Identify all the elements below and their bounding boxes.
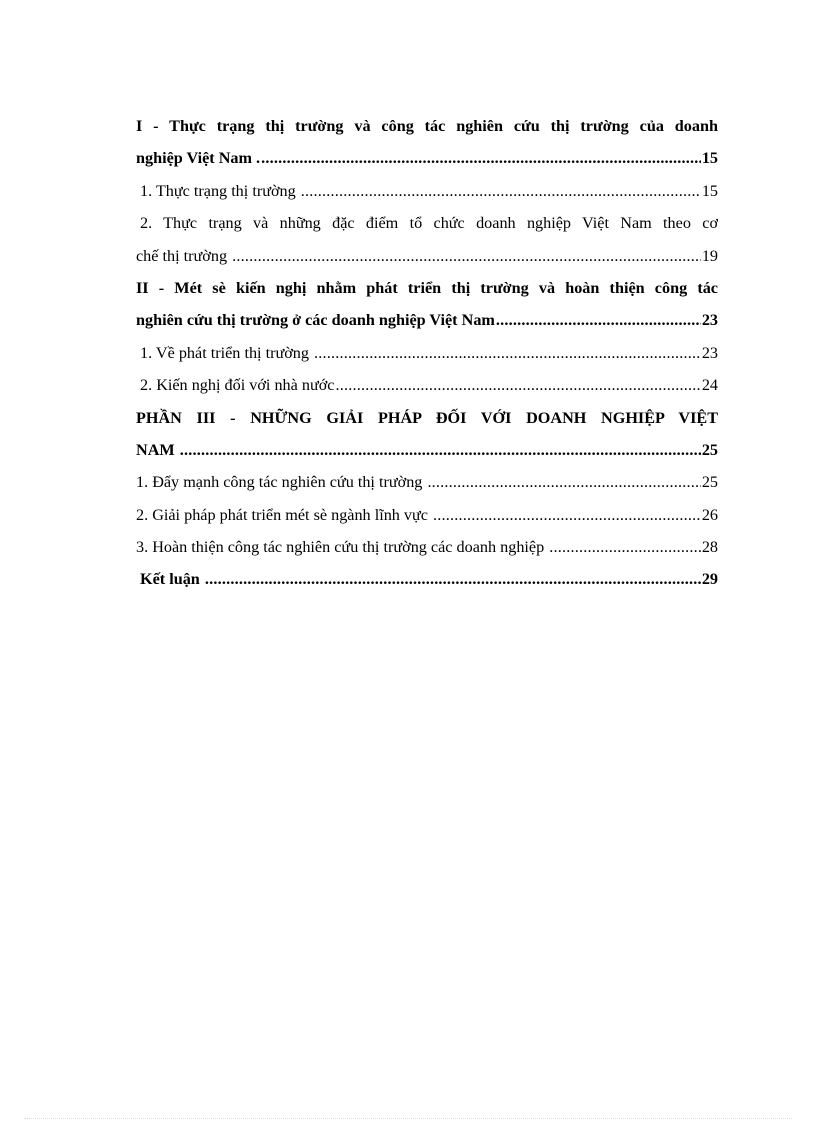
toc-entry-1-1	[136, 175, 718, 207]
dot-leader	[433, 499, 701, 531]
dot-leader	[549, 531, 701, 563]
toc-entry-section-2-line1	[136, 272, 718, 304]
toc-entry-2-1	[136, 337, 718, 369]
toc-entry-text: NAM	[136, 440, 179, 459]
toc-page-number: 15	[701, 149, 718, 168]
toc-entry-text: nghiên cứu thị trường ở các doanh nghiệp Việt Nam	[136, 311, 495, 330]
toc-page-number: 15	[701, 181, 718, 200]
toc-entry-text: 1. Thực trạng thị trường	[140, 181, 300, 200]
toc-page-number: 29	[701, 570, 718, 589]
dot-leader	[314, 337, 701, 369]
dot-leader	[261, 142, 701, 174]
toc-entry-text: Kết luận	[140, 570, 204, 589]
toc-entry-section-2-line2	[136, 304, 718, 336]
toc-entry-text: PHẦN III - NHỮNG GIẢI PHÁP ĐỐI VỚI DOANH NGHIỆP VIỆT	[136, 408, 718, 427]
toc-page-number: 25	[701, 473, 718, 492]
toc-entry-part-3-line1	[136, 402, 718, 434]
toc-entry-text: I - Thực trạng thị trường và công tác nghiên cứu thị trường của doanh	[136, 117, 718, 135]
toc-entry-1-2-line2	[136, 240, 718, 272]
toc-entry-text: 3. Hoàn thiện công tác nghiên cứu thị trường các doanh nghiệp	[136, 538, 549, 557]
toc-entry-text: 2. Kiến nghị đối với nhà nước	[140, 376, 335, 395]
toc-page-number: 28	[701, 538, 718, 557]
toc-entry-text: 2. Thực trạng và những đặc điểm tổ chức doanh nghiệp Việt Nam theo cơ	[140, 214, 718, 233]
dot-leader	[336, 369, 701, 401]
toc-page-number: 19	[701, 246, 718, 265]
toc-entry-text: 2. Giải pháp phát triển mét sè ngành lĩnh vực	[136, 505, 433, 524]
toc-entry-text: chế thị trường	[136, 246, 232, 265]
dot-leader	[232, 240, 701, 272]
dot-leader	[496, 304, 701, 336]
toc-entry-text: nghiệp Việt Nam .	[136, 149, 261, 168]
toc-entry-section-1-line1	[136, 110, 718, 142]
dot-leader	[301, 175, 701, 207]
toc-page-number: 24	[701, 376, 718, 395]
toc-entry-3-2	[136, 499, 718, 531]
table-of-contents	[136, 110, 718, 596]
toc-entry-1-2-line1	[136, 207, 718, 239]
toc-page-number: 23	[701, 311, 718, 330]
toc-entry-text: II - Mét sè kiến nghị nhằm phát triển thị trường và hoàn thiện công tác	[136, 278, 718, 297]
toc-page-number: 25	[701, 440, 718, 459]
dot-leader	[180, 434, 701, 466]
toc-page-number: 23	[701, 343, 718, 362]
page-bottom-rule	[24, 1118, 792, 1119]
toc-entry-3-1	[136, 466, 718, 498]
toc-entry-text: 1. Đẩy mạnh công tác nghiên cứu thị trường	[136, 473, 427, 492]
toc-entry-section-1-line2	[136, 142, 718, 174]
toc-entry-conclusion	[136, 563, 718, 595]
toc-entry-2-2	[136, 369, 718, 401]
dot-leader	[205, 563, 701, 595]
toc-page-number: 26	[701, 505, 718, 524]
dot-leader	[427, 466, 700, 498]
toc-entry-part-3-line2	[136, 434, 718, 466]
toc-entry-text: 1. Về phát triển thị trường	[140, 343, 314, 362]
toc-entry-3-3	[136, 531, 718, 563]
